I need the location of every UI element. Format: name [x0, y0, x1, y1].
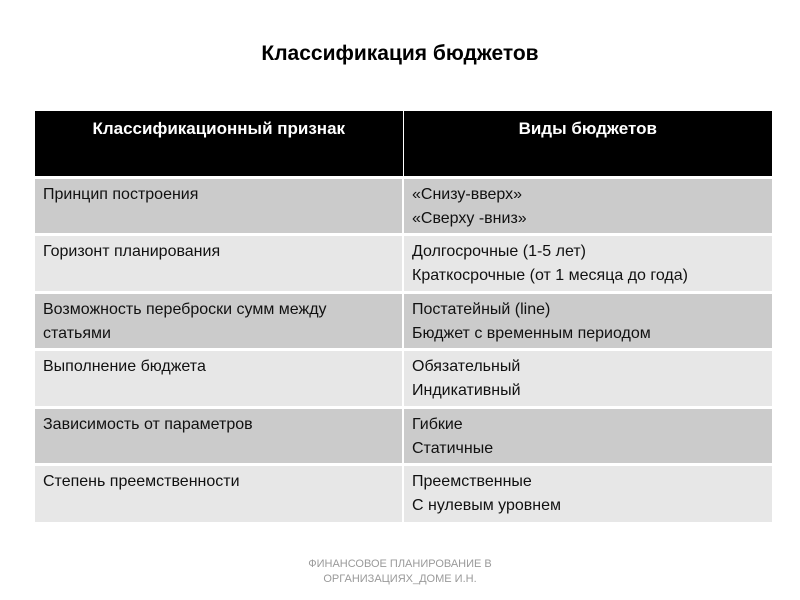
table-row: [35, 177, 772, 235]
budget-classification-table: [35, 111, 772, 522]
table-header-row: [35, 111, 772, 177]
types-cell: [403, 235, 772, 293]
type-item: Долгосрочные (1-5 лет): [412, 243, 586, 260]
header-criterion: Классификационный признак: [35, 111, 403, 177]
footer-line: ОРГАНИЗАЦИЯХ_ДОМЕ И.Н.: [323, 573, 477, 585]
criterion-cell: Зависимость от параметров: [35, 407, 403, 465]
criterion-cell: Степень преемственности: [35, 465, 403, 523]
type-item: Индикативный: [412, 382, 521, 399]
slide-footer: [250, 557, 550, 587]
type-item: С нулевым уровнем: [412, 497, 562, 514]
criterion-cell: Выполнение бюджета: [35, 350, 403, 408]
types-cell: [403, 292, 772, 350]
type-item: Гибкие: [412, 415, 463, 433]
type-item: Постатейный (line): [412, 300, 551, 318]
table-row: [35, 235, 772, 293]
type-item: «Сверху -вниз»: [412, 209, 527, 227]
criterion-cell: Принцип построения: [35, 177, 403, 235]
table-row: [35, 465, 772, 523]
type-item: Бюджет с временным периодом: [412, 324, 651, 342]
type-item: «Снизу-вверх»: [412, 185, 523, 203]
types-cell: [403, 177, 772, 235]
type-item: Обязательный: [412, 358, 521, 375]
type-item: Статичные: [412, 439, 494, 457]
types-cell: [403, 350, 772, 408]
type-item: Краткосрочные (от 1 месяца до года): [412, 267, 688, 284]
criterion-cell: Горизонт планирования: [35, 235, 403, 293]
slide-title: Классификация бюджетов: [261, 42, 539, 65]
footer-line: ФИНАНСОВОЕ ПЛАНИРОВАНИЕ В: [308, 558, 492, 570]
types-cell: [403, 465, 772, 523]
table-row: [35, 407, 772, 465]
types-cell: [403, 407, 772, 465]
header-budget-types: Виды бюджетов: [403, 111, 772, 177]
type-item: Преемственные: [412, 473, 532, 490]
table-row: [35, 350, 772, 408]
criterion-cell: Возможность переброски сумм между статьями: [35, 292, 403, 350]
table-row: [35, 292, 772, 350]
